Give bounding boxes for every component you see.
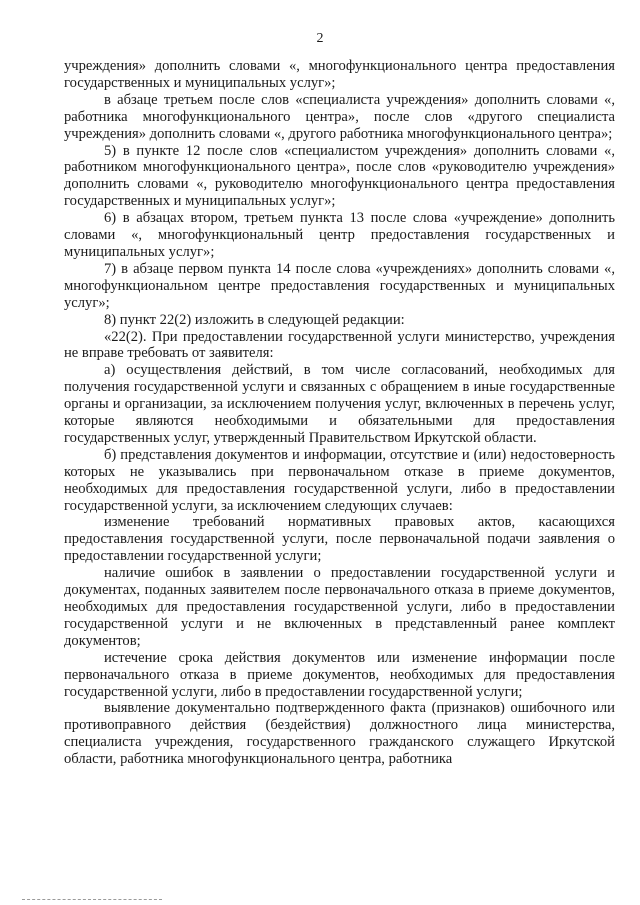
paragraph-2: в абзаце третьем после слов «специалиста учреждения» дополнить словами «, работника многофункционального центра», после слов «другого специалиста учреждения» дополнить словами «, другого работника многофункционального центра»; bbox=[64, 91, 615, 142]
paragraph-case-4: выявление документально подтвержденного факта (признаков) ошибочного или противоправного действия (бездействия) должностного лица министерства, специалиста учреждения, государственного гражданского служащего Иркутской области, работника многофункционального центра, работника bbox=[64, 700, 615, 768]
paragraph-item-7: 7) в абзаце первом пункта 14 после слова «учреждениях» дополнить словами «, многофункциональном центре предоставления государственных и муниципальных услуг»; bbox=[64, 260, 615, 311]
footer-divider bbox=[22, 899, 162, 900]
paragraph-case-1: изменение требований нормативных правовых актов, касающихся предоставления государственной услуги, после первоначальной подачи заявления о предоставлении государственной услуги; bbox=[64, 514, 615, 565]
page-number: 2 bbox=[316, 31, 324, 46]
paragraph-sub-b: б) представления документов и информации, отсутствие и (или) недостоверность которых не указывались при первоначальном отказе в приеме документов, необходимых для предоставления государственной услуги, либо в предоставлении государственной услуги, за исключением следующих случаев: bbox=[64, 446, 615, 514]
paragraph-case-2: наличие ошибок в заявлении о предоставлении государственной услуги и документах, поданных заявителем после первоначального отказа в приеме документов, необходимых для предоставления государственной услуги, либо в предоставлении государственной услуги и не включенных в представленный ранее комплект документов; bbox=[64, 565, 615, 649]
paragraph-case-3: истечение срока действия документов или изменение информации после первоначального отказа в приеме документов, необходимых для предоставления государственной услуги, либо в предоставлении государственной услуги; bbox=[64, 649, 615, 700]
paragraph-item-8: 8) пункт 22(2) изложить в следующей редакции: bbox=[104, 311, 405, 328]
paragraph-item-5: 5) в пункте 12 после слов «специалистом учреждения» дополнить словами «, работником многофункционального центра», после слов «руководителю учреждения» дополнить словами «, руководителю многофункционального центра предоставления государственных и муниципальных услуг»; bbox=[64, 142, 615, 210]
document-body bbox=[64, 58, 615, 768]
paragraph-sub-a: а) осуществления действий, в том числе согласований, необходимых для получения государственной услуги и связанных с обращением в иные государственные органы и организации, за исключением получения услуг, включенных в перечень услуг, которые являются необходимыми и обязательными для предоставления государственных услуг, утвержденный Правительством Иркутской области. bbox=[64, 362, 615, 446]
paragraph-item-6: 6) в абзацах втором, третьем пункта 13 после слова «учреждение» дополнить словами «, многофункциональный центр предоставления государственных и муниципальных услуг»; bbox=[64, 210, 615, 260]
paragraph-22-2: «22(2). При предоставлении государственной услуги министерство, учреждения не вправе требовать от заявителя: bbox=[64, 328, 615, 362]
paragraph-1-continuation: учреждения» дополнить словами «, многофункционального центра предоставления государственных и муниципальных услуг»; bbox=[64, 58, 615, 91]
